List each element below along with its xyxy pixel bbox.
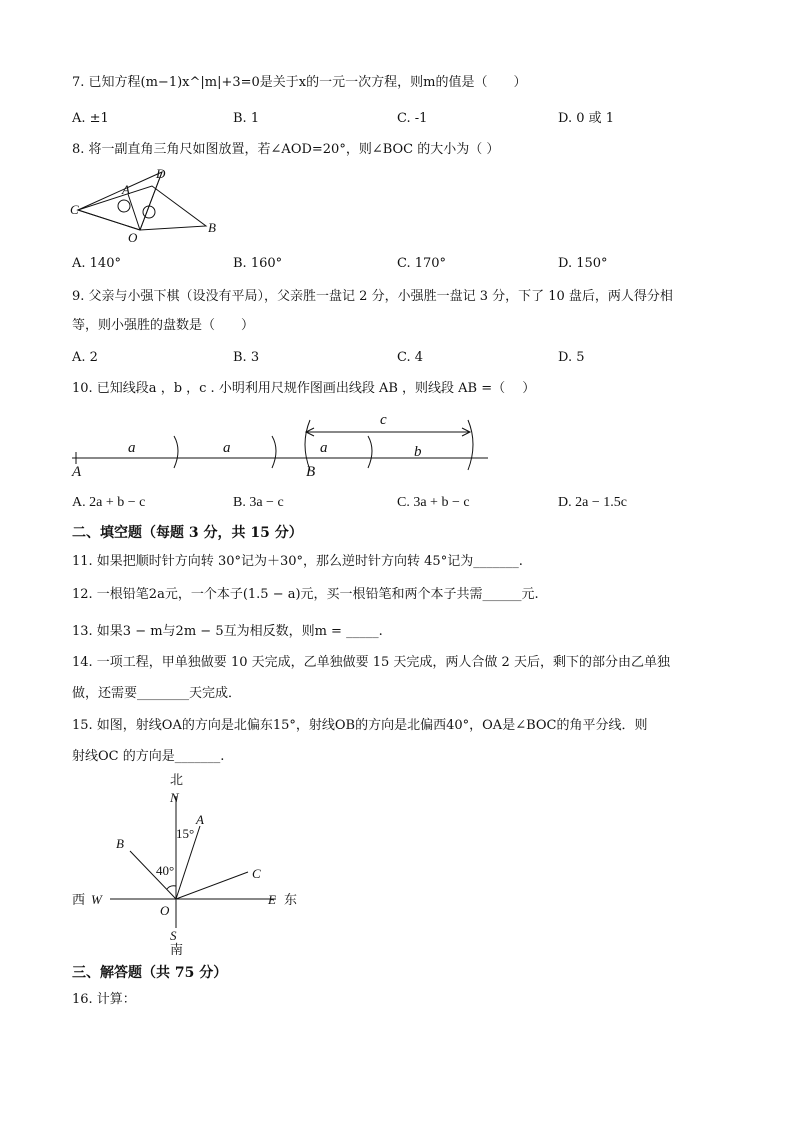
- label-point-b: B: [306, 464, 316, 478]
- ruler-hole-right: [143, 206, 155, 218]
- label-o: O: [128, 230, 138, 244]
- q7-option-c: C. -1: [397, 111, 428, 126]
- q10-option-c: C. 3a + b − c: [397, 495, 470, 510]
- q8-option-a: A. 140°: [72, 256, 121, 271]
- label-east: 东: [284, 892, 298, 907]
- label-west: 西: [72, 892, 86, 907]
- label-c: c: [380, 412, 387, 428]
- label-w: W: [91, 892, 102, 907]
- label-ray-b: B: [116, 836, 124, 851]
- q8-option-c: C. 170°: [397, 256, 447, 271]
- label-a: A: [122, 182, 130, 197]
- label-a-3: a: [320, 440, 328, 456]
- label-a-1: a: [128, 440, 136, 456]
- q10-option-a: A. 2a + b − c: [72, 495, 146, 510]
- label-angle-40: 40°: [156, 863, 175, 878]
- question-7-stem: 7. 已知方程(m−1)x^|m|+3=0是关于x的一元一次方程，则m的值是（ ）: [72, 75, 527, 90]
- q9-option-c: C. 4: [397, 350, 424, 365]
- label-s: S: [170, 928, 177, 943]
- label-ray-c: C: [252, 866, 261, 881]
- section-3-heading: 三、解答题（共 75 分）: [72, 965, 228, 981]
- q10-option-d: D. 2a − 1.5c: [558, 495, 627, 510]
- arc-2: [272, 436, 276, 468]
- label-north: 北: [170, 772, 184, 787]
- label-a-2: a: [223, 440, 231, 456]
- arc-b-start: [305, 420, 310, 470]
- triangle-rulers-figure: [66, 164, 236, 244]
- label-ray-a: A: [196, 812, 204, 827]
- arc-c-end: [468, 420, 473, 470]
- label-b: B: [208, 220, 216, 235]
- segment-construction-figure: [66, 406, 496, 478]
- q8-option-b: B. 160°: [233, 256, 283, 271]
- label-e: E: [268, 892, 276, 907]
- question-12-stem: 12. 一根铅笔2a元，一个本子(1.5 − a)元，买一根铅笔和两个本子共需______元.: [72, 587, 539, 602]
- question-14-stem-line1: 14. 一项工程，甲单独做要 10 天完成，乙单独做要 15 天完成，两人合做 2 天后，剩下的部分由乙单独: [72, 655, 670, 670]
- arc-1: [174, 436, 178, 468]
- q10-option-b: B. 3a − c: [233, 495, 284, 510]
- question-14-stem-line2: 做，还需要________天完成．: [72, 686, 242, 701]
- q7-option-d: D. 0 或 1: [558, 111, 615, 126]
- question-13-stem: 13. 如果3 − m与2m − 5互为相反数，则m = _____.: [72, 624, 383, 639]
- angle-40-arc: [167, 886, 176, 889]
- ray-oc: [176, 872, 248, 899]
- q9-option-d: D. 5: [558, 350, 585, 365]
- label-point-a: A: [72, 464, 82, 478]
- section-2-heading: 二、填空题（每题 3 分，共 15 分）: [72, 525, 303, 541]
- label-origin-o: O: [160, 903, 170, 918]
- q9-option-b: B. 3: [233, 350, 260, 365]
- question-9-stem-line2: 等，则小强胜的盘数是（ ）: [72, 318, 255, 333]
- ruler-hole-left: [118, 200, 130, 212]
- label-d: D: [156, 166, 166, 181]
- label-b: b: [414, 444, 422, 460]
- label-angle-15: 15°: [176, 826, 195, 841]
- q7-option-b: B. 1: [233, 111, 260, 126]
- question-15-stem-line2: 射线OC 的方向是_______.: [72, 749, 225, 764]
- question-16-stem: 16. 计算：: [72, 992, 136, 1007]
- compass-direction-figure: [66, 768, 316, 958]
- q7-option-a: A. ±1: [72, 111, 109, 126]
- label-south: 南: [170, 942, 184, 957]
- label-c: C: [70, 202, 79, 217]
- question-9-stem-line1: 9. 父亲与小强下棋（设没有平局），父亲胜一盘记 2 分，小强胜一盘记 3 分，下了 10 盘后，两人得分相: [72, 289, 673, 304]
- question-10-stem: 10. 已知线段a ，b ，c . 小明利用尺规作图画出线段 AB ，则线段 AB =（ ）: [72, 381, 536, 396]
- label-n: N: [170, 790, 179, 805]
- question-11-stem: 11. 如果把顺时针方向转 30°记为＋30°，那么逆时针方向转 45°记为_______.: [72, 554, 523, 569]
- q9-option-a: A. 2: [72, 350, 98, 365]
- arc-3: [368, 436, 372, 468]
- question-15-stem-line1: 15. 如图，射线OA的方向是北偏东15°，射线OB的方向是北偏西40°，OA是∠BOC的角平分线．则: [72, 718, 648, 733]
- q8-option-d: D. 150°: [558, 256, 608, 271]
- question-8-stem: 8. 将一副直角三角尺如图放置，若∠AOD=20°，则∠BOC 的大小为（ ）: [72, 142, 500, 157]
